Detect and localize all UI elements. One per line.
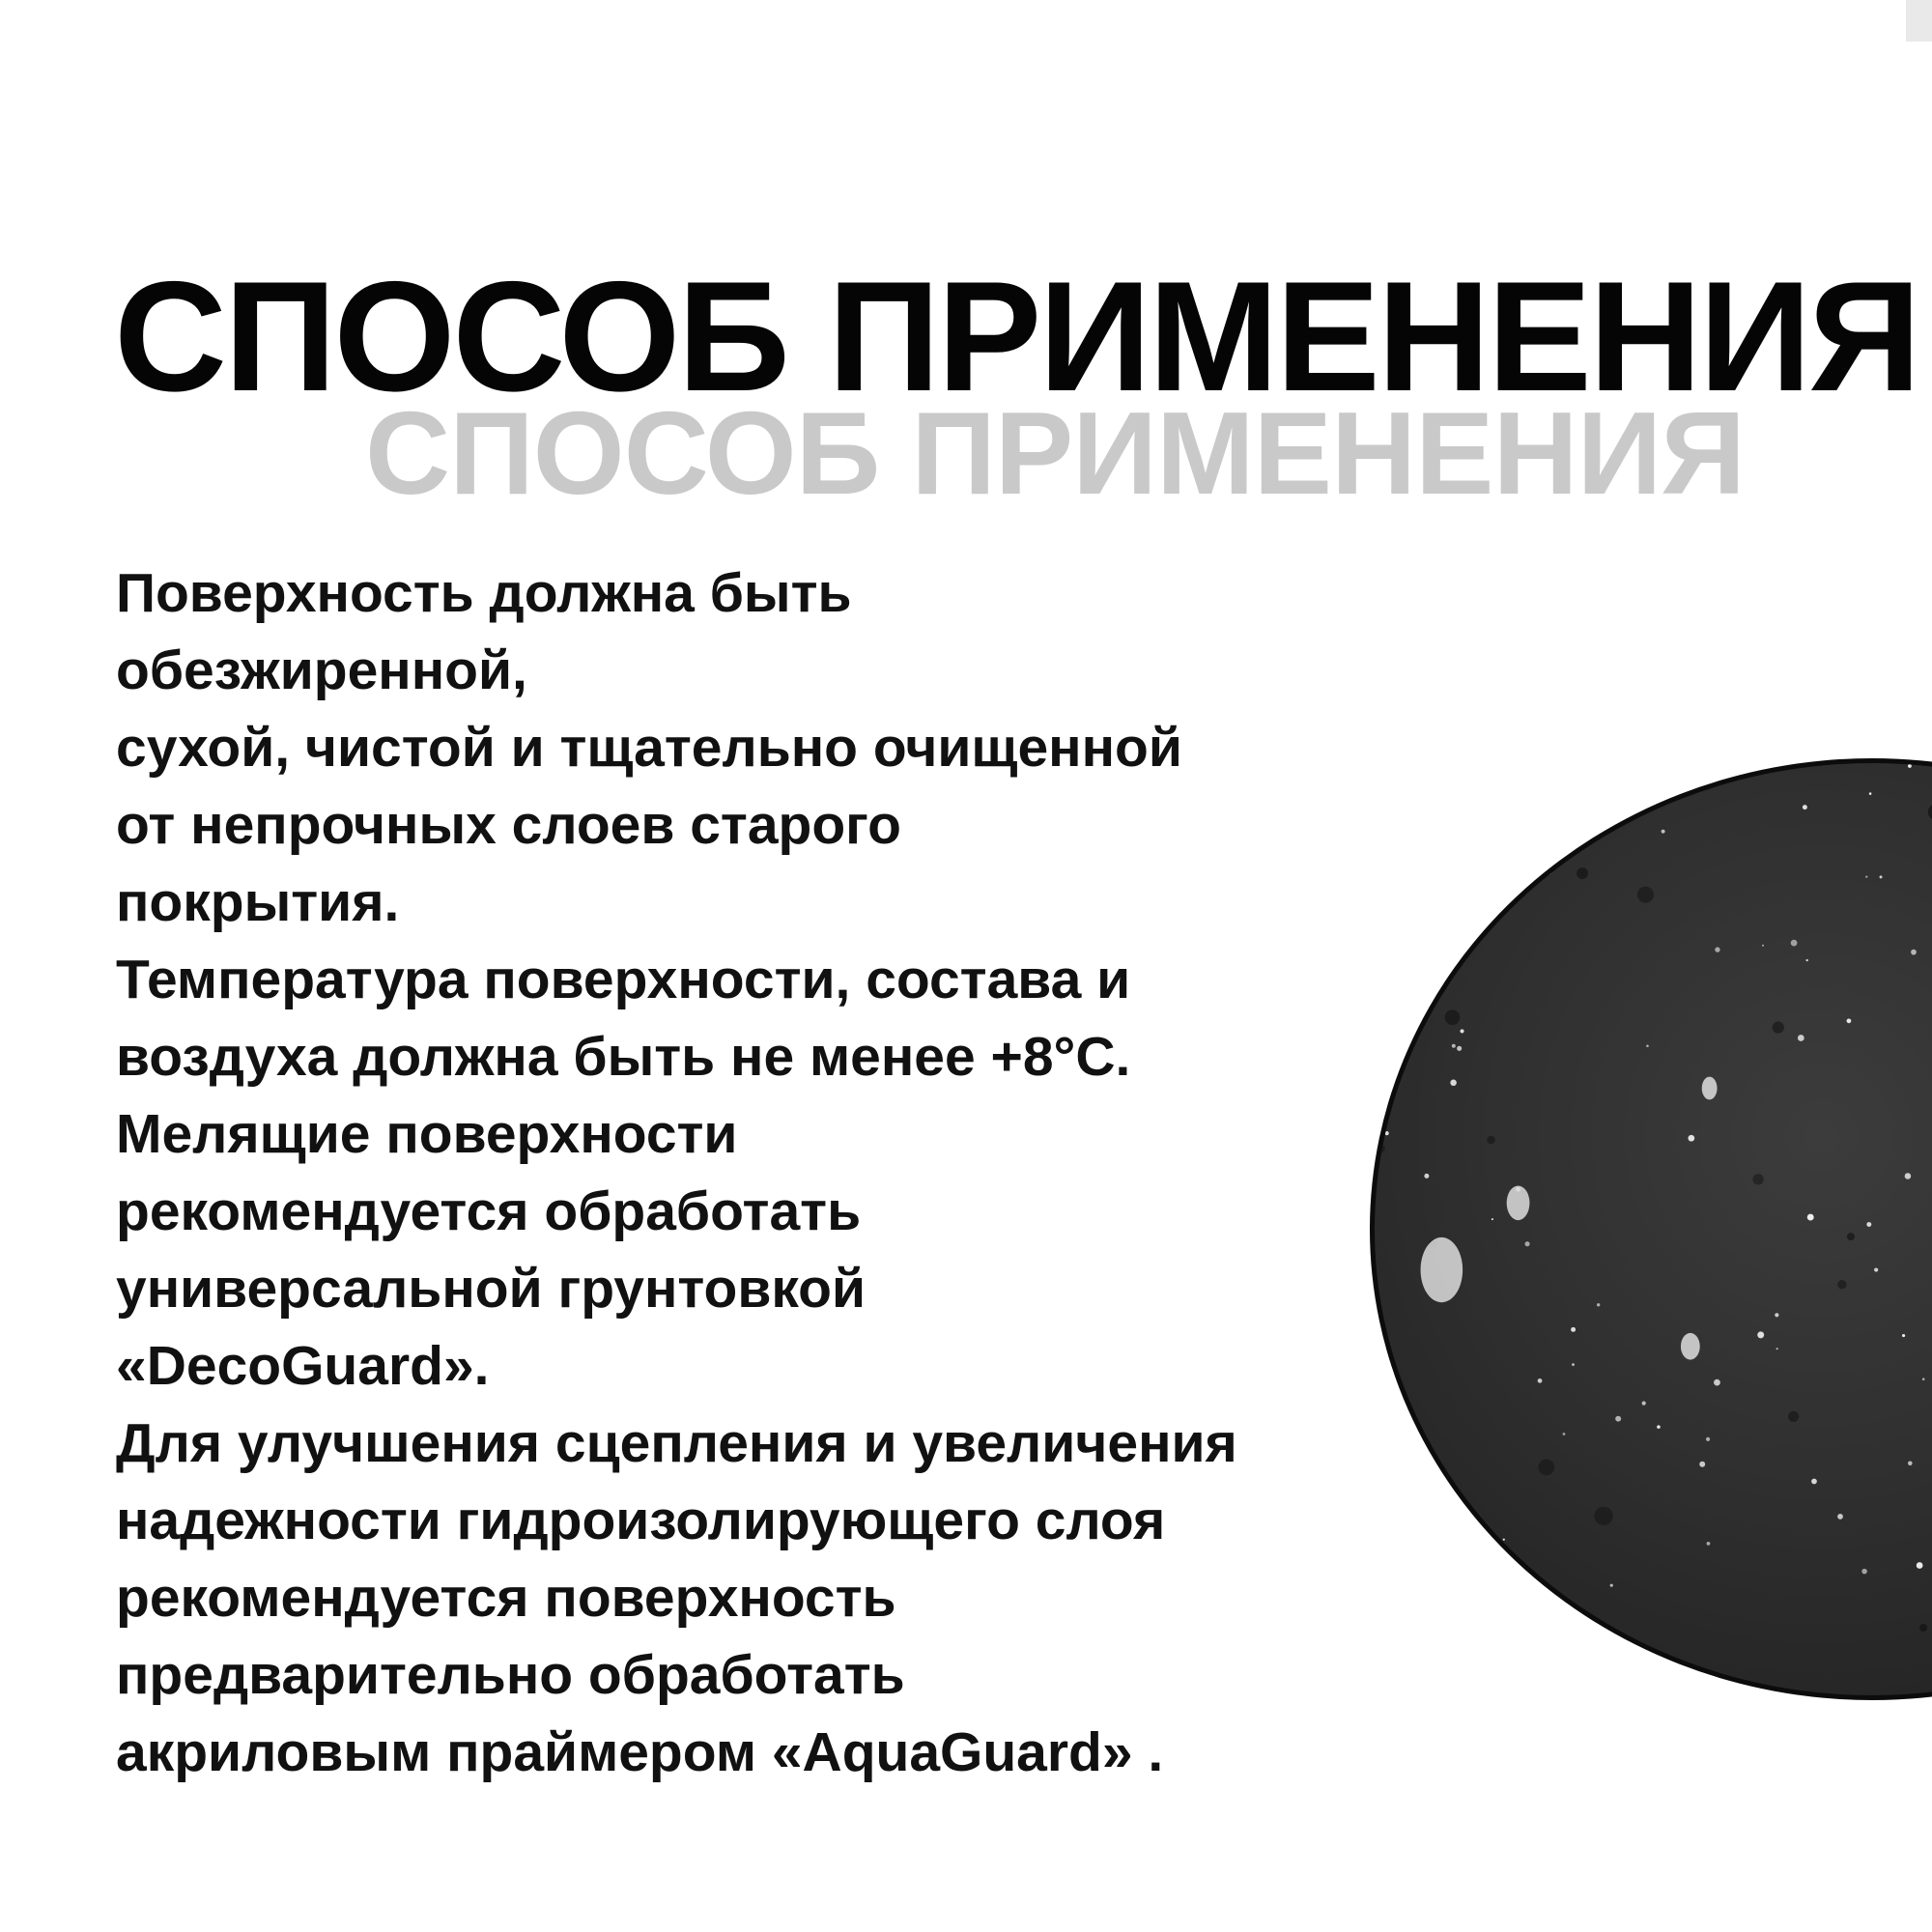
texture-pit: [1773, 1022, 1784, 1034]
glitter-speck: [1615, 1416, 1621, 1422]
glitter-speck: [1662, 830, 1665, 834]
instruction-line: Мелящие поверхности: [116, 1103, 738, 1165]
glitter-speck: [1492, 1218, 1493, 1220]
glitter-speck: [1869, 792, 1872, 795]
instruction-line: «DecoGuard».: [116, 1335, 490, 1397]
glitter-speck: [1524, 833, 1531, 839]
instruction-line: универсальной грунтовкой: [116, 1258, 867, 1320]
texture-pit: [1837, 1280, 1847, 1290]
glitter-speck: [1452, 1044, 1456, 1048]
glitter-speck: [1837, 1514, 1843, 1520]
glitter-speck: [1905, 1173, 1912, 1179]
glitter-speck: [1807, 1214, 1814, 1221]
glitter-glint: [1507, 1185, 1530, 1220]
glitter-speck: [1610, 1584, 1613, 1587]
coating-texture-sample-image: [1370, 758, 1932, 1700]
texture-pit: [1928, 804, 1932, 820]
glitter-speck: [1503, 1539, 1505, 1541]
glitter-speck: [1908, 764, 1912, 768]
glitter-speck: [1688, 1135, 1694, 1142]
application-instructions: [116, 554, 1430, 1791]
texture-pit: [1788, 1411, 1799, 1422]
glitter-speck: [1556, 1663, 1563, 1670]
corner-mark: [1906, 0, 1932, 42]
glitter-speck: [1911, 950, 1917, 955]
texture-sparkles: [1375, 763, 1932, 1695]
glitter-speck: [1811, 1479, 1817, 1485]
instruction-line: предварительно обработать: [116, 1644, 905, 1706]
glitter-speck: [1874, 1267, 1878, 1271]
glitter-speck: [1922, 1378, 1925, 1380]
glitter-speck: [1861, 1569, 1867, 1575]
glitter-speck: [1599, 813, 1601, 815]
texture-pit: [1752, 1174, 1763, 1184]
texture-pit: [1919, 1624, 1927, 1632]
texture-pit: [1522, 806, 1536, 819]
instruction-line: Поверхность должна быть: [116, 562, 852, 624]
glitter-speck: [1714, 1379, 1720, 1386]
glitter-speck: [1803, 805, 1807, 810]
glitter-speck: [1917, 1562, 1923, 1569]
glitter-speck: [1572, 1363, 1575, 1366]
glitter-speck: [1646, 1044, 1649, 1047]
glitter-speck: [1791, 940, 1798, 947]
glitter-speck: [1762, 945, 1764, 947]
instruction-line: сухой, чистой и тщательно очищенной: [116, 717, 1182, 779]
glitter-speck: [1563, 1433, 1566, 1435]
texture-pit: [1637, 887, 1654, 903]
glitter-speck: [1571, 1327, 1576, 1332]
texture-pit: [1487, 1136, 1495, 1145]
glitter-speck: [1775, 1313, 1778, 1317]
texture-pit: [1538, 1459, 1554, 1475]
glitter-speck: [1757, 1331, 1764, 1338]
glitter-speck: [1450, 1080, 1457, 1087]
glitter-speck: [1706, 1437, 1710, 1441]
instruction-line: обезжиренной,: [116, 639, 527, 701]
glitter-speck: [1575, 792, 1577, 795]
instruction-line: Для улучшения сцепления и увеличения: [116, 1412, 1237, 1474]
glitter-speck: [1908, 1462, 1913, 1466]
texture-pit: [1577, 867, 1588, 879]
texture-pit: [1594, 1507, 1612, 1525]
instruction-line: рекомендуется поверхность: [116, 1567, 896, 1629]
glitter-glint: [1702, 1077, 1718, 1100]
glitter-speck: [1798, 1035, 1804, 1041]
glitter-speck: [1902, 1334, 1905, 1337]
instruction-line: акриловым праймером «AquaGuard» .: [116, 1721, 1164, 1783]
glitter-speck: [1699, 1462, 1705, 1467]
glitter-speck: [1805, 959, 1807, 961]
glitter-speck: [1865, 875, 1867, 877]
instruction-line: покрытия.: [116, 871, 400, 933]
glitter-speck: [1847, 1018, 1852, 1023]
glitter-speck: [1460, 1029, 1463, 1033]
glitter-glint: [1681, 1333, 1700, 1360]
glitter-speck: [1866, 1222, 1871, 1227]
glitter-speck: [1524, 1241, 1529, 1246]
instruction-line: рекомендуется обработать: [116, 1180, 862, 1242]
page-title: СПОСОБ ПРИМЕНЕНИЯ: [114, 249, 1918, 424]
glitter-speck: [1707, 1542, 1711, 1546]
glitter-speck: [1476, 1618, 1481, 1623]
glitter-speck: [1776, 1348, 1778, 1350]
instruction-line: надежности гидроизолирующего слоя: [116, 1490, 1166, 1551]
glitter-speck: [1657, 1425, 1661, 1429]
page-title-shadow: СПОСОБ ПРИМЕНЕНИЯ: [365, 387, 1745, 519]
glitter-speck: [1432, 989, 1435, 992]
glitter-speck: [1642, 1402, 1646, 1406]
texture-pit: [1445, 1009, 1461, 1025]
glitter-speck: [1457, 1046, 1462, 1051]
glitter-speck: [1647, 772, 1650, 775]
glitter-speck: [1538, 1378, 1543, 1383]
instruction-line: от непрочных слоев старого: [116, 794, 901, 856]
glitter-speck: [1880, 875, 1883, 878]
glitter-speck: [1597, 1303, 1600, 1306]
glitter-speck: [1715, 947, 1719, 952]
texture-pit: [1847, 1233, 1855, 1240]
instruction-line: Температура поверхности, состава и: [116, 949, 1131, 1010]
instruction-line: воздуха должна быть не менее +8°С.: [116, 1026, 1131, 1088]
texture-pit: [1505, 834, 1514, 842]
glitter-speck: [1547, 869, 1551, 874]
